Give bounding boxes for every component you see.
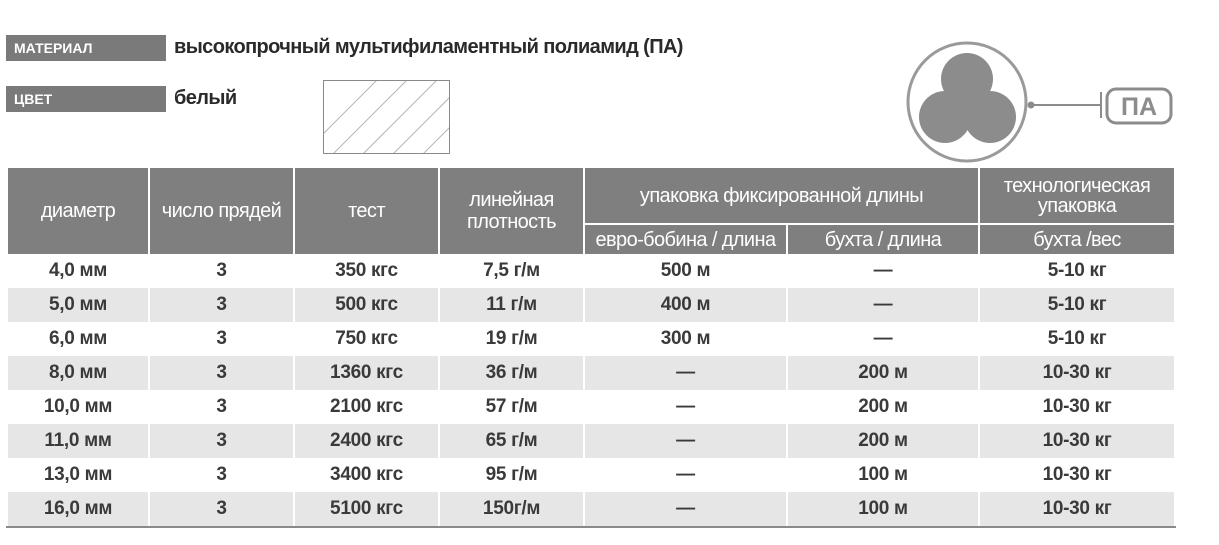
cell-coil-length: 200 м [787,356,979,390]
cell-density: 95 г/м [439,458,584,492]
table-row [7,492,1175,527]
cell-diameter: 5,0 мм [7,288,149,322]
cell-coil-weight: 10-30 кг [979,424,1175,458]
cell-euro-bobbin: 300 м [584,322,787,356]
cell-euro-bobbin: — [584,492,787,527]
cell-coil-length: 200 м [787,390,979,424]
cell-density: 150г/м [439,492,584,527]
cell-diameter: 4,0 мм [7,254,149,288]
cell-diameter: 13,0 мм [7,458,149,492]
cell-strands: 3 [149,458,294,492]
cell-euro-bobbin: — [584,458,787,492]
cell-strands: 3 [149,424,294,458]
cell-coil-length: 100 м [787,492,979,527]
cell-test: 750 кгс [294,322,439,356]
cell-coil-weight: 10-30 кг [979,356,1175,390]
cell-coil-length: 200 м [787,424,979,458]
cell-euro-bobbin: 400 м [584,288,787,322]
table-row [7,458,1175,492]
cell-density: 36 г/м [439,356,584,390]
cell-density: 11 г/м [439,288,584,322]
cell-coil-weight: 10-30 кг [979,390,1175,424]
header-test: тест [294,168,439,254]
color-label: ЦВЕТ [6,86,166,112]
header-diameter: диаметр [7,168,149,254]
specs-table [6,168,1176,528]
material-label: МАТЕРИАЛ [6,35,166,61]
cell-test: 350 кгс [294,254,439,288]
table-row [7,288,1175,322]
color-swatch [323,80,450,154]
cell-diameter: 10,0 мм [7,390,149,424]
cell-strands: 3 [149,288,294,322]
logo-badge-text: ПА [1120,93,1158,121]
cell-test: 2400 кгс [294,424,439,458]
table-row [7,424,1175,458]
cell-euro-bobbin: 500 м [584,254,787,288]
cell-coil-length: — [787,322,979,356]
material-value: высокопрочный мультифиламентный полиамид (ПА) [174,36,683,58]
cell-test: 3400 кгс [294,458,439,492]
cell-strands: 3 [149,492,294,527]
cell-euro-bobbin: — [584,356,787,390]
cell-coil-weight: 10-30 кг [979,492,1175,527]
cell-density: 19 г/м [439,322,584,356]
cell-density: 57 г/м [439,390,584,424]
table-row [7,390,1175,424]
cell-strands: 3 [149,254,294,288]
cell-test: 500 кгс [294,288,439,322]
rope-cross-section-logo [905,38,1180,166]
cell-density: 65 г/м [439,424,584,458]
cell-diameter: 6,0 мм [7,322,149,356]
cell-coil-length: 100 м [787,458,979,492]
cell-diameter: 8,0 мм [7,356,149,390]
cell-test: 1360 кгс [294,356,439,390]
header-coil-length: бухта / длина [787,224,979,254]
cell-diameter: 11,0 мм [7,424,149,458]
header-euro-bobbin: евро-бобина / длина [584,224,787,254]
cell-test: 2100 кгс [294,390,439,424]
cell-coil-weight: 5-10 кг [979,288,1175,322]
cell-strands: 3 [149,390,294,424]
cell-euro-bobbin: — [584,390,787,424]
cell-coil-length: — [787,288,979,322]
cell-strands: 3 [149,322,294,356]
table-row [7,322,1175,356]
header-fixed-length: упаковка фиксированной длины [584,168,979,224]
cell-strands: 3 [149,356,294,390]
cell-coil-length: — [787,254,979,288]
cell-coil-weight: 10-30 кг [979,458,1175,492]
table-row [7,356,1175,390]
table-row [7,254,1175,288]
cell-diameter: 16,0 мм [7,492,149,527]
cell-coil-weight: 5-10 кг [979,254,1175,288]
cell-coil-weight: 5-10 кг [979,322,1175,356]
header-tech-pack: технологическая упаковка [979,168,1175,224]
color-value: белый [174,87,237,109]
header-coil-weight: бухта /вес [979,224,1175,254]
cell-density: 7,5 г/м [439,254,584,288]
header-density: линейная плотность [439,168,584,254]
header-strands: число прядей [149,168,294,254]
cell-euro-bobbin: — [584,424,787,458]
cell-test: 5100 кгс [294,492,439,527]
